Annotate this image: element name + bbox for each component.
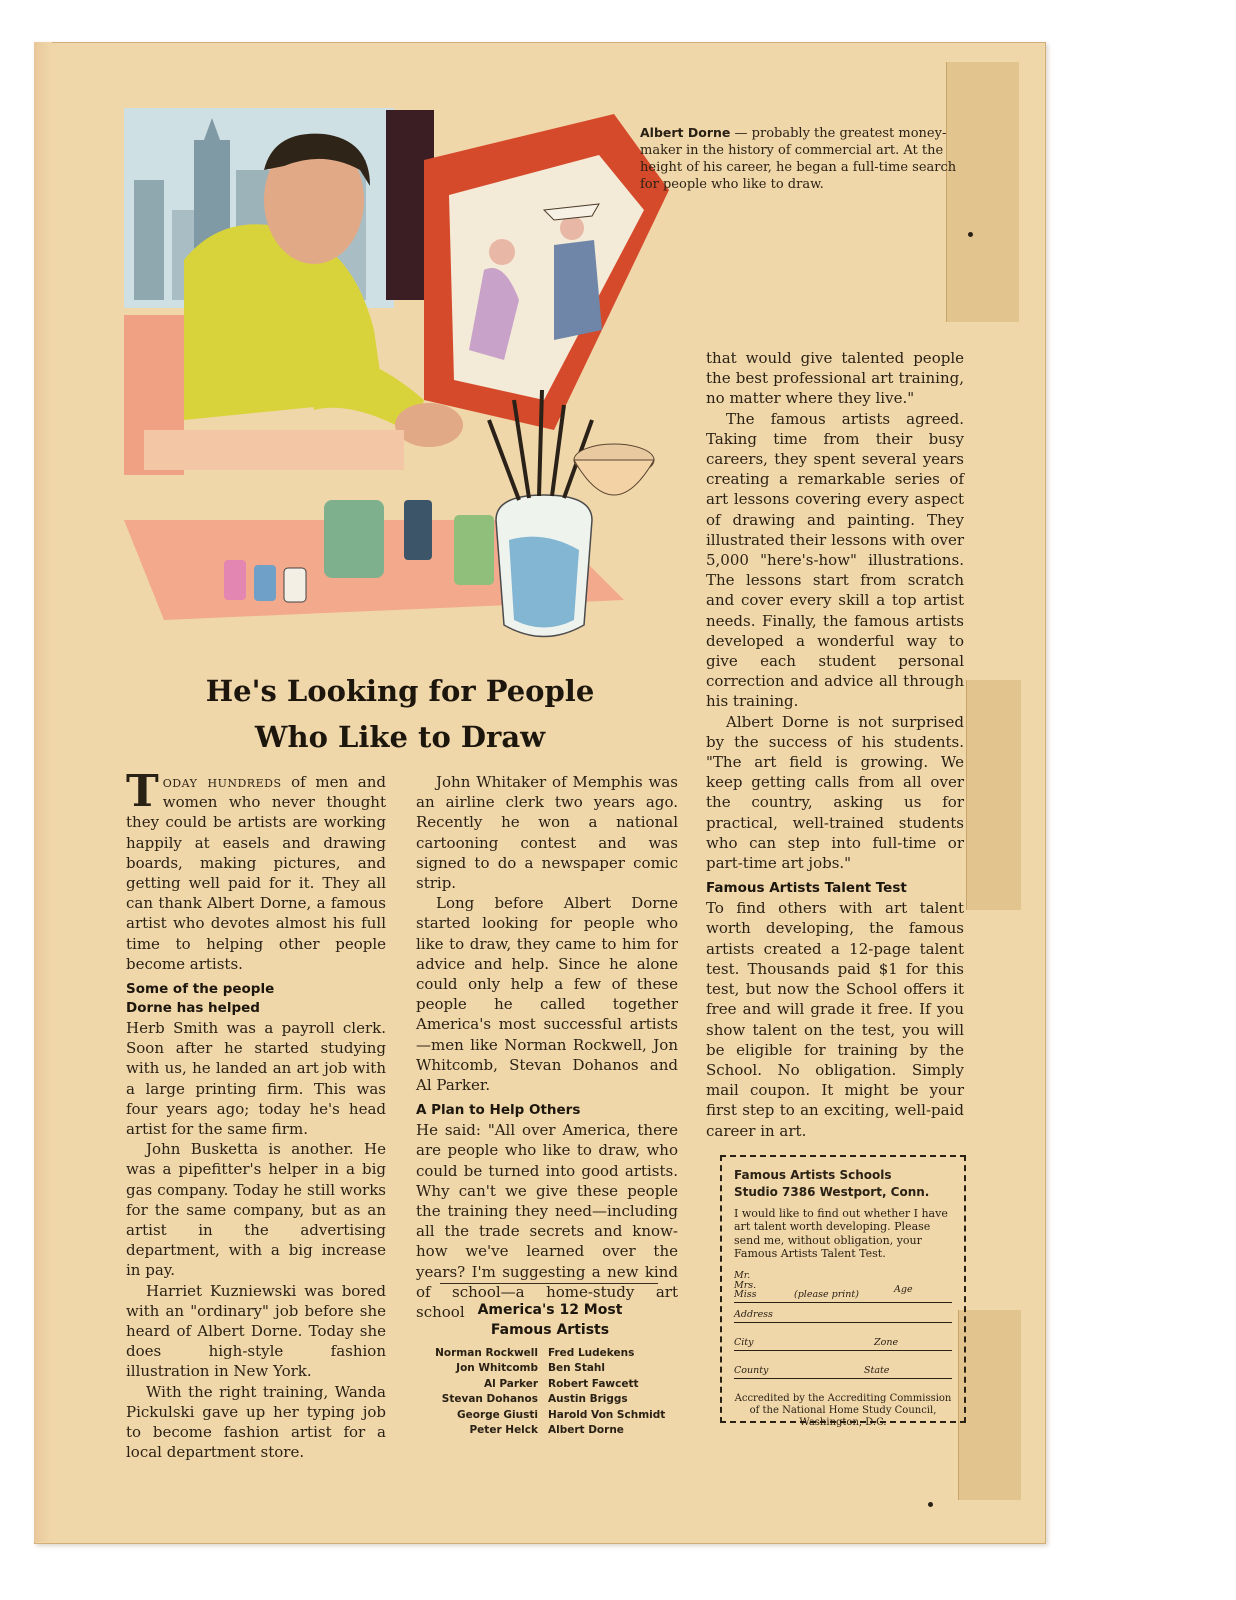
coupon-body: I would like to find out whether I have art talent worth developing. Please send me, without obligation, your Famous Artists Talent Test. — [734, 1207, 948, 1261]
paragraph-he-said: He said: "All over America, there are people who like to draw, who could be turned into good artists. Why can't we give these people the training they need—including all the trade secrets and know-how we've learned over the years? I'm suggesting a new kind of school—a home-study art school — [416, 1121, 678, 1322]
ink-spot — [928, 1502, 933, 1507]
artist-name: George Giusti — [457, 1408, 538, 1421]
artists-heading — [420, 1300, 680, 1340]
accreditation-note: Accredited by the Accrediting Commission of the National Home Study Council, Washington, D.C. — [734, 1392, 952, 1428]
intro-lead: oday hundreds — [162, 773, 282, 791]
caption-text: — probably the greatest money-maker in the history of commercial art. At the height of his career, he began a full-time search for people who like to draw. — [640, 126, 957, 192]
title-mrs: Mrs. — [734, 1279, 757, 1291]
paragraph-not-surprised: Albert Dorne is not surprised by the success of his students. "The art field is growing. We keep getting calls from all over the country, asking us for practical, well-trained students who can step into full-time or part-time art jobs." — [706, 712, 964, 873]
paragraph-john-busketta: John Busketta is another. He was a pipefitter's helper in a big gas company. Today he still works for the same company, but as an artist in the advertising department, with a big increase in pay. — [126, 1140, 386, 1280]
ink-spot — [968, 232, 973, 237]
title-mr: Mr. — [734, 1269, 751, 1281]
headline-line-1: He's Looking for People — [205, 674, 595, 708]
paragraph-continued: that would give talented people the best professional art training, no matter where they live." — [706, 349, 964, 408]
drop-cap: T — [126, 766, 159, 817]
print-note: (please print) — [794, 1288, 859, 1300]
artists-list — [416, 1346, 686, 1438]
artist-name: Fred Ludekens — [548, 1347, 635, 1359]
tape-strip-bottom — [958, 1310, 1021, 1500]
article-column-3 — [706, 348, 964, 1141]
artist-name: Peter Helck — [469, 1424, 538, 1437]
headline-line-2: Who Like to Draw — [254, 720, 546, 754]
city-zone-field — [734, 1337, 952, 1351]
county-label: County — [734, 1364, 769, 1376]
coupon-studio: Studio 7386 Westport, Conn. — [734, 1185, 930, 1199]
artist-name: Harold Von Schmidt — [548, 1408, 666, 1421]
headline — [130, 668, 670, 760]
paragraph-wanda-pickulski: With the right training, Wanda Pickulski gave up her typing job to become fashion artist for a local department store. — [126, 1382, 386, 1462]
state-label: State — [864, 1364, 890, 1376]
albert-dorne-illustration — [124, 100, 684, 648]
title-miss: Miss — [734, 1288, 757, 1300]
paragraph-talent-test: To find others with art talent worth developing, the famous artists created a 12-page talent test. Thousands paid $1 for this test, but now the School offers it free and will grade it free. If you show talent on the test, you will be eligible for training by the School. No obligation. Simply mail coupon. It might be your first step to an exciting, well-paid career in art. — [706, 899, 964, 1140]
divider-rule — [440, 1283, 658, 1284]
article-column-2 — [416, 772, 678, 1322]
artist-name: Al Parker — [483, 1377, 538, 1390]
subheading-plan: A Plan to Help Others — [416, 1102, 581, 1119]
artists-heading-line-2: Famous Artists — [490, 1322, 610, 1338]
coupon-school: Famous Artists Schools — [734, 1168, 892, 1182]
intro-paragraph — [126, 766, 386, 974]
paragraph-artists-agreed: The famous artists agreed. Taking time from their busy careers, they spent several years creating a remarkable series of art lessons covering every aspect of drawing and painting. They illustrated their lessons with over 5,000 "here's-how" illustrations. The lessons start from scratch and cover every skill a top artist needs. Finally, the famous artists developed a wonderful way to give each student personal correction and advice all through his training. — [706, 409, 964, 711]
subheading-people-helped — [126, 980, 386, 1018]
address-field — [734, 1309, 952, 1323]
illustration-caption — [640, 124, 960, 193]
artist-name: Albert Dorne — [548, 1424, 624, 1437]
zone-label: Zone — [874, 1336, 899, 1348]
subheading-talent-test: Famous Artists Talent Test — [706, 880, 907, 897]
artist-name: Robert Fawcett — [548, 1377, 639, 1390]
artists-heading-line-1: America's 12 Most — [477, 1302, 623, 1318]
subheading-line-1: Some of the people — [126, 981, 275, 998]
paragraph-long-before: Long before Albert Dorne started looking for people who like to draw, they came to him for advice and help. Since he alone could only help a few of these people he called together America's most successful artists —men like Norman Rockwell, Jon Whitcomb, Stevan Dohanos and Al Parker. — [416, 894, 678, 1095]
intro-rest: of men and women who never thought they could be artists are working happily at easels and drawing boards, making pictures, and getting well paid for it. They all can thank Albert Dorne, a famous artist who devotes almost his full time to helping other people become artists. — [126, 773, 386, 973]
address-label: Address — [734, 1308, 773, 1320]
age-label: Age — [894, 1283, 913, 1295]
paragraph-herb-smith: Herb Smith was a payroll clerk. Soon after he started studying with us, he landed an art job with a large printing firm. This was four years ago; today he's head artist for the same firm. — [126, 1019, 386, 1139]
article-column-1 — [126, 766, 386, 1463]
paragraph-john-whitaker: John Whitaker of Memphis was an airline clerk two years ago. Recently he won a national cartooning contest and was signed to do a newspaper comic strip. — [416, 773, 678, 893]
county-state-field — [734, 1365, 952, 1379]
city-label: City — [734, 1336, 754, 1348]
tape-strip-middle — [966, 680, 1021, 910]
artist-name: Austin Briggs — [548, 1393, 628, 1406]
artist-name: Jon Whitcomb — [456, 1362, 538, 1375]
artist-name: Stevan Dohanos — [441, 1393, 538, 1406]
page-edge — [34, 42, 52, 1542]
caption-name: Albert Dorne — [640, 125, 731, 140]
artist-name: Ben Stahl — [548, 1362, 605, 1375]
artist-name: Norman Rockwell — [435, 1347, 538, 1359]
subheading-line-2: Dorne has helped — [126, 1000, 260, 1017]
paragraph-harriet-kuzniewski: Harriet Kuzniewski was bored with an "ordinary" job before she heard of Albert Dorne. Today she does high-style fashion illustration in New York. — [126, 1281, 386, 1381]
mail-coupon — [720, 1155, 966, 1428]
